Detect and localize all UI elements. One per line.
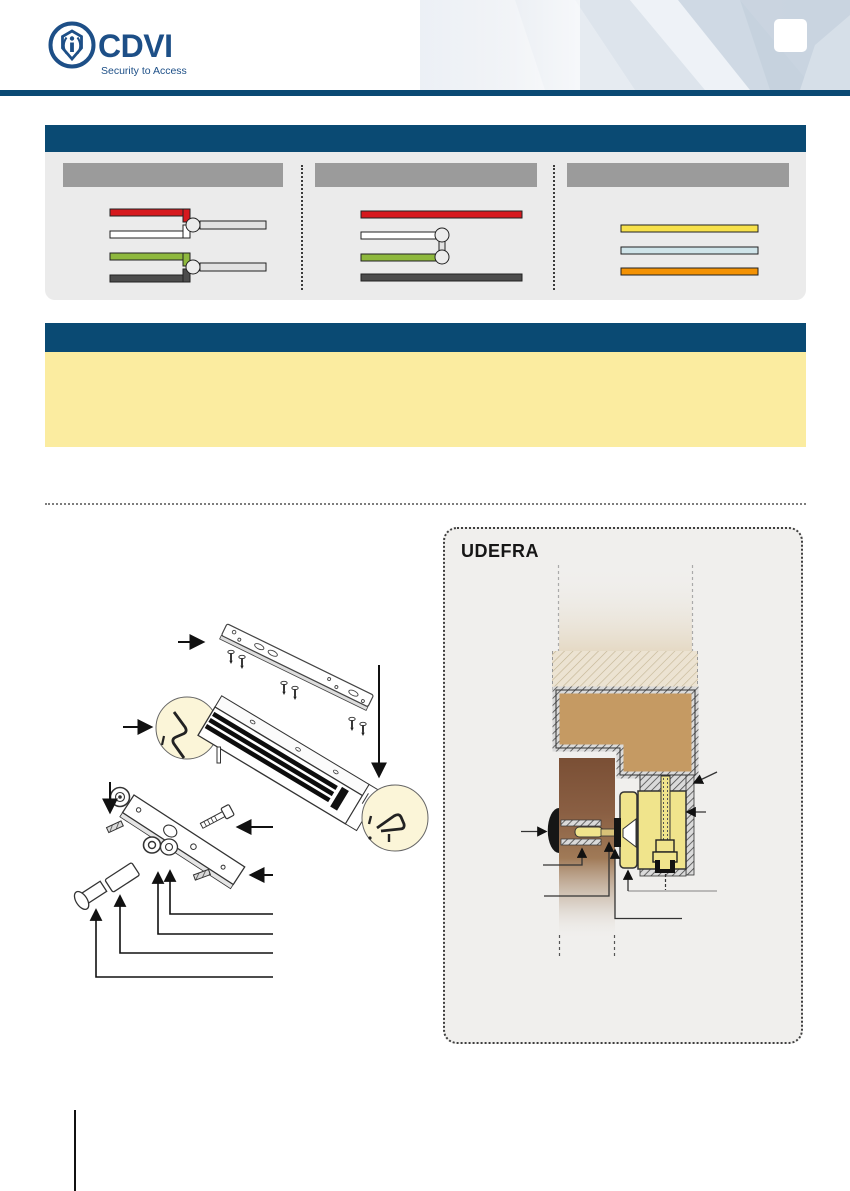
page-number-badge — [774, 19, 807, 52]
wall-hatch-zone — [552, 651, 698, 690]
wire-connector — [435, 228, 449, 242]
spring-callout-2 — [362, 785, 428, 851]
udefra-label: UDEFRA — [461, 541, 539, 561]
page-header — [0, 0, 850, 96]
maglock-exploded-diagram — [50, 590, 410, 1000]
wiring-column-1 — [110, 209, 266, 282]
lock-housing-side — [686, 775, 694, 875]
cdvi-emblem-icon — [51, 24, 94, 67]
wire-connector — [186, 218, 200, 232]
guide-pin — [105, 862, 140, 892]
armature-plate-section — [614, 818, 621, 847]
section-divider — [45, 503, 806, 505]
flathead-pin — [72, 878, 109, 912]
wire-connector — [435, 250, 449, 264]
brand-tagline: Security to Access — [101, 65, 187, 77]
note-box — [45, 352, 806, 447]
wiring-column-3 — [621, 225, 758, 275]
washer — [111, 788, 130, 807]
brand-name: CDVI — [98, 28, 173, 64]
pattern-fade — [420, 0, 580, 90]
plate-screw — [193, 869, 210, 880]
door-leaf — [559, 758, 615, 940]
wall-fade — [559, 565, 692, 652]
hex-bolt — [199, 804, 235, 831]
note-section-banner — [45, 323, 806, 352]
lock-pin — [217, 747, 221, 763]
cdvi-logo — [42, 16, 262, 82]
spring-pin — [106, 821, 123, 833]
wiring-diagram — [45, 152, 806, 300]
wiring-column-2 — [361, 211, 522, 281]
header-rule — [0, 90, 850, 96]
bolt-dome-head — [548, 808, 559, 853]
wiring-section-banner — [45, 125, 806, 152]
wiring-panel — [45, 152, 806, 300]
installation-cross-section — [443, 560, 803, 1030]
footer-margin-line — [74, 1110, 76, 1191]
wire-connector — [186, 260, 200, 274]
